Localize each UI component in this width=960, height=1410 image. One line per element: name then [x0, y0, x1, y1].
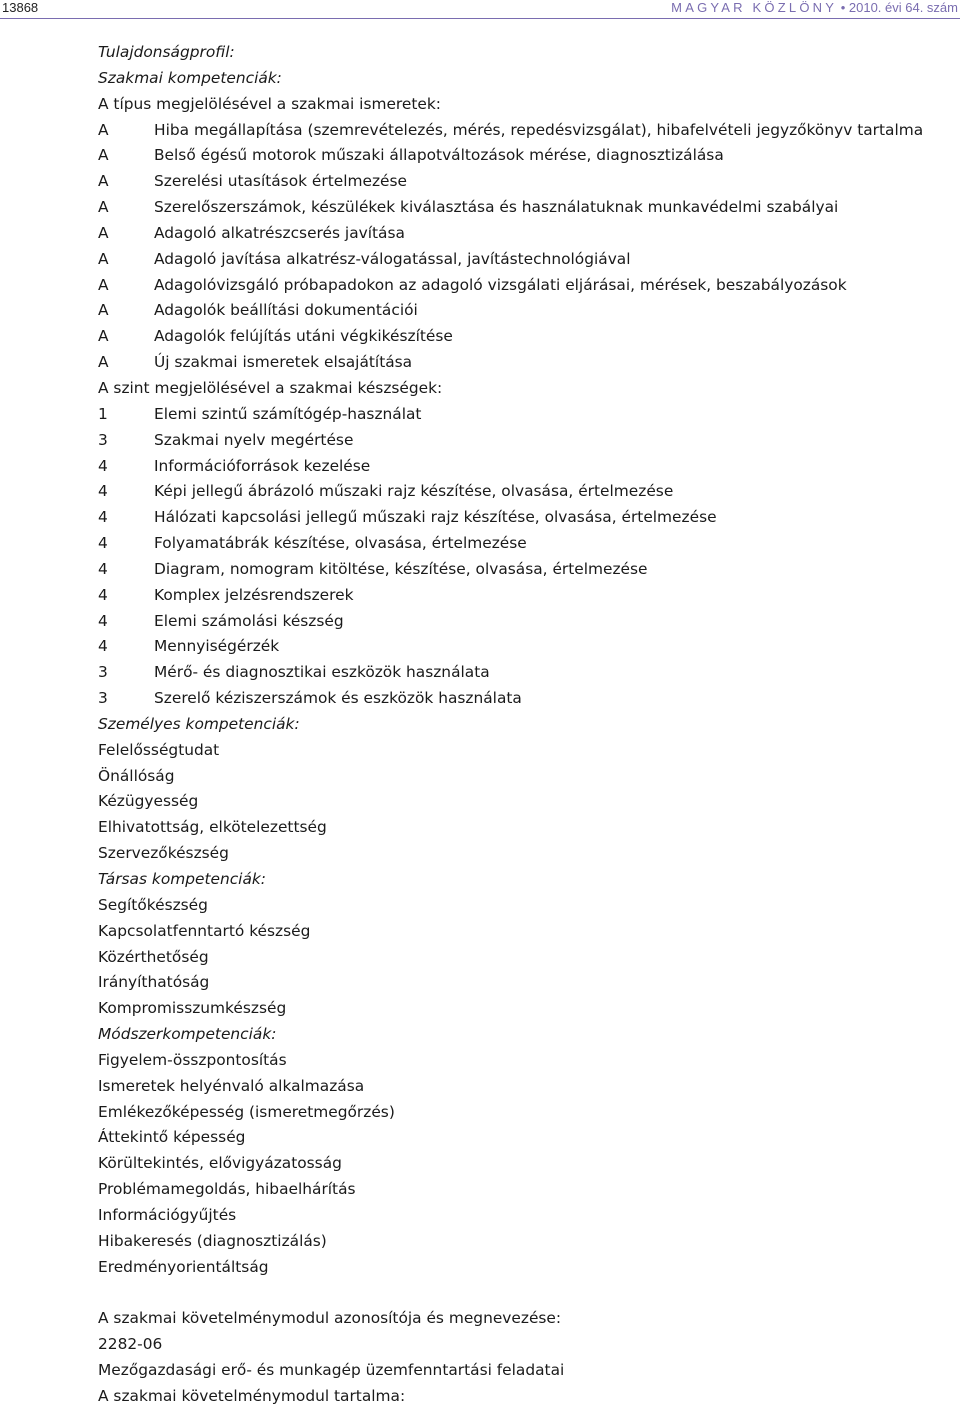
- personal-item: Elhivatottság, elkötelezettség: [98, 818, 327, 837]
- item-code: A: [98, 120, 109, 139]
- item-text: Elemi számolási készség: [154, 611, 344, 630]
- item-text: Szerelőszerszámok, készülékek kiválasztása és használatuknak munkavédelmi szabályai: [154, 198, 839, 217]
- item-code: 4: [98, 637, 108, 656]
- knowledge-item: [98, 221, 938, 247]
- personal-item: Felelősségtudat: [98, 740, 220, 759]
- method-item: Körültekintés, elővigyázatosság: [98, 1154, 342, 1173]
- knowledge-item: [98, 143, 938, 169]
- item-code: A: [98, 223, 109, 242]
- skill-item: [98, 531, 938, 557]
- item-text: Adagoló javítása alkatrész-válogatással, javítástechnológiával: [154, 249, 631, 268]
- knowledge-item: [98, 298, 938, 324]
- item-code: A: [98, 249, 109, 268]
- item-code: 4: [98, 456, 108, 475]
- social-item: Kompromisszumkészség: [98, 999, 287, 1018]
- page-number: 13868: [2, 0, 39, 15]
- item-code: A: [98, 353, 109, 372]
- item-code: A: [98, 198, 109, 217]
- item-text: Képi jellegű ábrázoló műszaki rajz készítése, olvasása, értelmezése: [154, 482, 674, 501]
- item-text: Komplex jelzésrendszerek: [154, 585, 354, 604]
- publication-name: MAGYAR KÖZLÖNY: [671, 0, 838, 15]
- knowledge-item: [98, 195, 938, 221]
- module-id: 2282-06: [98, 1335, 163, 1354]
- item-text: Szakmai nyelv megértése: [154, 430, 354, 449]
- skill-item: [98, 686, 938, 712]
- social-list: [98, 893, 938, 1022]
- item-code: 4: [98, 585, 108, 604]
- social-item: Közérthetőség: [98, 947, 209, 966]
- skill-item: [98, 428, 938, 454]
- item-code: A: [98, 301, 109, 320]
- module-name: Mezőgazdasági erő- és munkagép üzemfenntartási feladatai: [98, 1361, 565, 1380]
- method-item: Információgyűjtés: [98, 1205, 237, 1224]
- item-code: 4: [98, 559, 108, 578]
- item-code: 1: [98, 404, 108, 423]
- running-title: [671, 0, 958, 15]
- method-item: Áttekintő képesség: [98, 1128, 246, 1147]
- module-id-label: A szakmai követelménymodul azonosítója és megnevezése:: [98, 1309, 562, 1328]
- knowledge-item: [98, 247, 938, 273]
- item-text: Folyamatábrák készítése, olvasása, értelmezése: [154, 534, 527, 553]
- personal-competencies-title: Személyes kompetenciák:: [98, 714, 300, 733]
- item-text: Hiba megállapítása (szemrevételezés, mérés, repedésvizsgálat), hibafelvételi jegyzőkönyv tartalma: [154, 120, 924, 139]
- item-code: A: [98, 146, 109, 165]
- method-item: Emlékezőképesség (ismeretmegőrzés): [98, 1102, 395, 1121]
- personal-list: [98, 738, 938, 867]
- personal-item: Szervezőkészség: [98, 844, 229, 863]
- knowledge-item: [98, 273, 938, 299]
- method-competencies-title: Módszerkompetenciák:: [98, 1025, 277, 1044]
- item-code: 4: [98, 482, 108, 501]
- knowledge-item: [98, 350, 938, 376]
- item-text: Adagolóvizsgáló próbapadokon az adagoló vizsgálati eljárásai, mérések, beszabályozások: [154, 275, 847, 294]
- running-header: [0, 0, 960, 18]
- method-item: Problémamegoldás, hibaelhárítás: [98, 1180, 356, 1199]
- item-code: A: [98, 275, 109, 294]
- issue-label: 2010. évi 64. szám: [848, 0, 958, 15]
- skill-item: [98, 583, 938, 609]
- item-code: A: [98, 327, 109, 346]
- item-code: 3: [98, 689, 108, 708]
- section-spacer: [98, 1281, 938, 1307]
- knowledge-list: [98, 118, 938, 376]
- knowledge-heading: A típus megjelölésével a szakmai ismeretek:: [98, 94, 441, 113]
- item-text: Elemi szintű számítógép-használat: [154, 404, 422, 423]
- item-text: Hálózati kapcsolási jellegű műszaki rajz készítése, olvasása, értelmezése: [154, 508, 717, 527]
- method-item: Eredményorientáltság: [98, 1257, 269, 1276]
- item-text: Mérő- és diagnosztikai eszközök használata: [154, 663, 490, 682]
- item-text: Szerelő kéziszerszámok és eszközök használata: [154, 689, 522, 708]
- skill-item: [98, 634, 938, 660]
- social-item: Kapcsolatfenntartó készség: [98, 921, 311, 940]
- item-code: 4: [98, 611, 108, 630]
- item-text: Belső égésű motorok műszaki állapotváltozások mérése, diagnosztizálása: [154, 146, 724, 165]
- item-text: Adagolók beállítási dokumentációi: [154, 301, 418, 320]
- social-item: Irányíthatóság: [98, 973, 210, 992]
- skill-item: [98, 479, 938, 505]
- knowledge-item: [98, 324, 938, 350]
- skill-item: [98, 660, 938, 686]
- document-body: [98, 40, 938, 1410]
- personal-item: Kézügyesség: [98, 792, 199, 811]
- social-competencies-title: Társas kompetenciák:: [98, 870, 266, 888]
- personal-item: Önállóság: [98, 766, 175, 785]
- professional-competencies-title: Szakmai kompetenciák:: [98, 68, 282, 87]
- knowledge-item: [98, 118, 938, 144]
- item-code: 3: [98, 430, 108, 449]
- skill-item: [98, 505, 938, 531]
- item-text: Információforrások kezelése: [154, 456, 371, 475]
- skill-item: [98, 454, 938, 480]
- item-code: 3: [98, 663, 108, 682]
- method-item: Ismeretek helyénvaló alkalmazása: [98, 1076, 365, 1095]
- item-text: Adagoló alkatrészcserés javítása: [154, 223, 405, 242]
- module-content-label: A szakmai követelménymodul tartalma:: [98, 1386, 406, 1405]
- method-item: Hibakeresés (diagnosztizálás): [98, 1231, 327, 1250]
- social-item: Segítőkészség: [98, 895, 208, 914]
- skill-item: [98, 557, 938, 583]
- item-code: A: [98, 172, 109, 191]
- item-text: Diagram, nomogram kitöltése, készítése, olvasása, értelmezése: [154, 559, 648, 578]
- skills-list: [98, 402, 938, 712]
- item-text: Szerelési utasítások értelmezése: [154, 172, 407, 191]
- skills-heading: A szint megjelölésével a szakmai készségek:: [98, 378, 443, 397]
- item-code: 4: [98, 508, 108, 527]
- item-text: Mennyiségérzék: [154, 637, 280, 656]
- skill-item: [98, 609, 938, 635]
- bullet-separator: •: [837, 0, 849, 15]
- method-list: [98, 1048, 938, 1281]
- header-rule: [0, 18, 960, 19]
- item-code: 4: [98, 534, 108, 553]
- knowledge-item: [98, 169, 938, 195]
- item-text: Új szakmai ismeretek elsajátítása: [154, 353, 413, 372]
- method-item: Figyelem-összpontosítás: [98, 1050, 287, 1069]
- profile-title: Tulajdonságprofil:: [98, 43, 235, 61]
- skill-item: [98, 402, 938, 428]
- item-text: Adagolók felújítás utáni végkikészítése: [154, 327, 453, 346]
